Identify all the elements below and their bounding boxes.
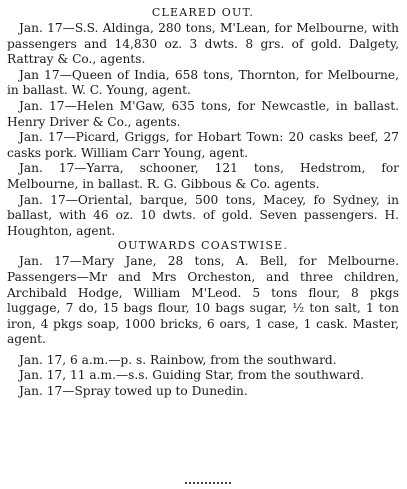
section-heading-outwards-coastwise: OUTWARDS COASTWISE.: [117, 239, 289, 253]
shipping-entry-picard: Jan. 17—Picard, Griggs, for Hobart Town: 20 casks beef, 27 casks pork. William Carr Young, agent.: [7, 130, 399, 160]
shipping-entry-helen-mgaw: Jan. 17—Helen M'Gaw, 635 tons, for Newcastle, in ballast. Henry Driver & Co., agents.: [7, 98, 399, 129]
shipping-entry-rainbow: Jan. 17, 6 a.m.—p. s. Rainbow, from the southward.: [19, 352, 337, 367]
shipping-entry-queen-of-india: Jan 17—Queen of India, 658 tons, Thornton, for Melbourne, in ballast. W. C. Young, agent.: [7, 67, 399, 98]
shipping-entry-yarra: Jan. 17—Yarra, schooner, 121 tons, Hedstrom, for Melbourne, in ballast. R. G. Gibbous & Co. agents.: [7, 161, 399, 191]
section-heading-cleared-out: CLEARED OUT.: [151, 6, 255, 19]
shipping-entry-aldinga: Jan. 17—S.S. Aldinga, 280 tons, M'Lean, for Melbourne, with passengers and 14,830 oz. 3 dwts. 8 grs. of gold. Dalgety, Rattray & Co., agents.: [7, 21, 399, 67]
shipping-entry-guiding-star: Jan. 17, 11 a.m.—s.s. Guiding Star, from the southward.: [19, 368, 365, 383]
shipping-entry-mary-jane: Jan. 17—Mary Jane, 28 tons, A. Bell, for Melbourne. Passengers—Mr and Mrs Orcheston, and three children, Archibald Hodge, William M'Leod. 5 tons flour, 8 pkgs luggage, 7 do, 15 bags flour, 10 bags sugar, ½ ton salt, 1 ton iron, 4 pkgs soap, 1000 bricks, 6 oars, 1 case, 1 cask. Master, agent.: [7, 254, 399, 347]
shipping-entry-spray: Jan. 17—Spray towed up to Dunedin.: [19, 384, 248, 399]
column-end-rule: [185, 482, 231, 488]
shipping-entry-oriental: Jan. 17—Oriental, barque, 500 tons, Macey, fo Sydney, in ballast, with 46 oz. 10 dwts. of gold. Seven passengers. H. Houghton, agent.: [7, 192, 399, 238]
